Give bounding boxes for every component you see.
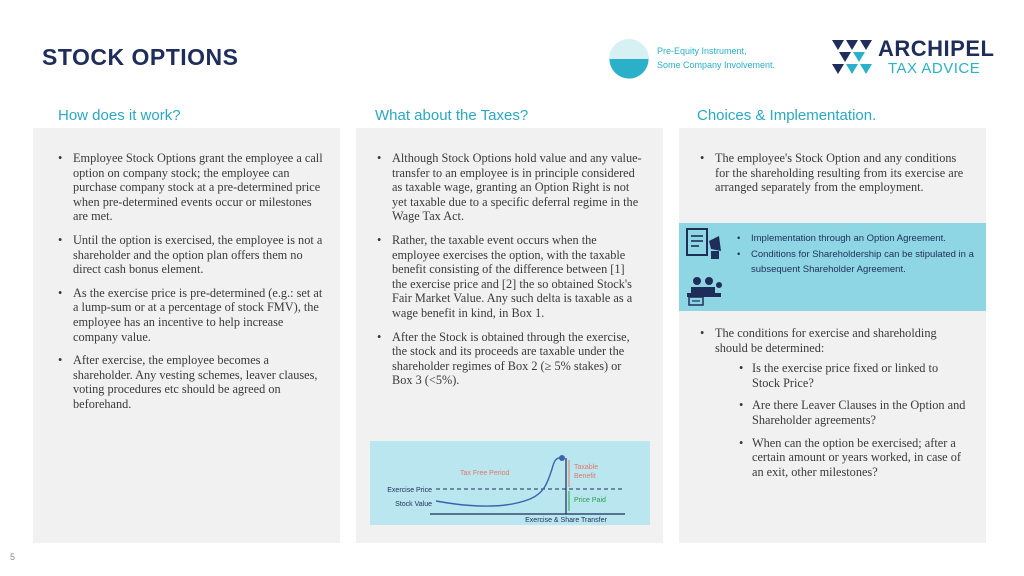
tagline-line-2: Some Company Involvement. (657, 60, 776, 70)
axis-label: Exercise & Share Transfer (525, 517, 607, 524)
list-item: • After exercise, the employee becomes a shareholder. Any vesting schemes, leaver clauses, voting procedures etc should be agreed on beforehand. (58, 353, 323, 411)
logo-sub-text: TAX ADVICE (888, 60, 981, 77)
bullet-list-bottom (700, 326, 968, 488)
list-item: • Although Stock Options hold value and any value-transfer to an employee is in principle considered as taxable wage, granting an Option Right is not yet taxable due to a specific deferral regime in the Wage Tax Act. (377, 151, 642, 224)
bullet-list-top (700, 151, 968, 204)
list-item: • After the Stock is obtained through the exercise, the stock and its proceeds are taxable under the shareholder regimes of Box 2 (≥ 5% stakes) or Box 3 (<5%). (377, 330, 642, 388)
list-item: • Rather, the taxable event occurs when the employee exercises the option, with the taxable benefit consisting of the difference between [1] the exercise price and [2] the so obtained Stock's Fair Market Value. Any such delta is taxable as a wage benefit in kind, in Box 1. (377, 233, 642, 321)
list-item: • The employee's Stock Option and any conditions for the shareholding resulting from its exercise are arranged separately from the employment. (700, 151, 968, 195)
tax-free-period-label: Tax Free Period (460, 470, 510, 477)
curve-endpoint (559, 455, 565, 461)
gauge-icon (608, 38, 650, 80)
column-heading-how: How does it work? (58, 107, 181, 124)
page-number: 5 (10, 552, 16, 562)
sub-list-item: • When can the option be exercised; after a certain amount or years worked, in case of an exit, other milestones? (739, 436, 968, 480)
stock-value-label: Stock Value (395, 501, 432, 508)
meeting-icon (685, 273, 725, 307)
page-title: STOCK OPTIONS (42, 44, 239, 70)
conditions-intro: The conditions for exercise and shareholding should be determined: (715, 326, 937, 355)
highlight-item: • Implementation through an Option Agreement. (737, 231, 977, 246)
implementation-highlight-box (679, 223, 986, 311)
exercise-price-label: Exercise Price (387, 487, 432, 494)
bullet-list (377, 151, 642, 397)
highlight-item: • Conditions for Shareholdership can be stipulated in a subsequent Shareholder Agreement. (737, 247, 977, 277)
list-item (700, 326, 968, 479)
column-heading-choices: Choices & Implementation. (697, 107, 877, 124)
taxable-benefit-label-1: Taxable (574, 464, 599, 471)
sub-list-item: • Are there Leaver Clauses in the Option and Shareholder agreements? (739, 398, 968, 427)
logo-mark-icon (830, 36, 880, 82)
panel-choices (679, 128, 986, 543)
contract-icon (685, 227, 725, 261)
stock-value-curve (436, 458, 562, 506)
logo-main-text: ARCHIPEL (878, 36, 995, 61)
list-item: • As the exercise price is pre-determined (e.g.: set at a lump-sum or at a percentage of stock FMV), the employee has an incentive to help increase company value. (58, 286, 323, 344)
company-logo (830, 36, 995, 82)
panel-how (33, 128, 340, 543)
bullet-list (58, 151, 323, 421)
tax-timeline-diagram (370, 441, 650, 525)
tagline (657, 44, 775, 72)
list-item: • Employee Stock Options grant the employee a call option on company stock; the employee can purchase company stock at a pre-determined price when pre-determined events occur or milestones are met. (58, 151, 323, 224)
list-item: • Until the option is exercised, the employee is not a shareholder and the option plan offers them no direct cash bonus element. (58, 233, 323, 277)
sub-list-item: • Is the exercise price fixed or linked to Stock Price? (739, 361, 968, 390)
sub-bullet-list (739, 361, 968, 479)
price-paid-label: Price Paid (574, 497, 606, 504)
taxable-benefit-label-2: Benefit (574, 473, 596, 480)
column-heading-taxes: What about the Taxes? (375, 107, 529, 124)
tagline-line-1: Pre-Equity Instrument, (657, 46, 747, 56)
highlight-list (737, 231, 977, 278)
